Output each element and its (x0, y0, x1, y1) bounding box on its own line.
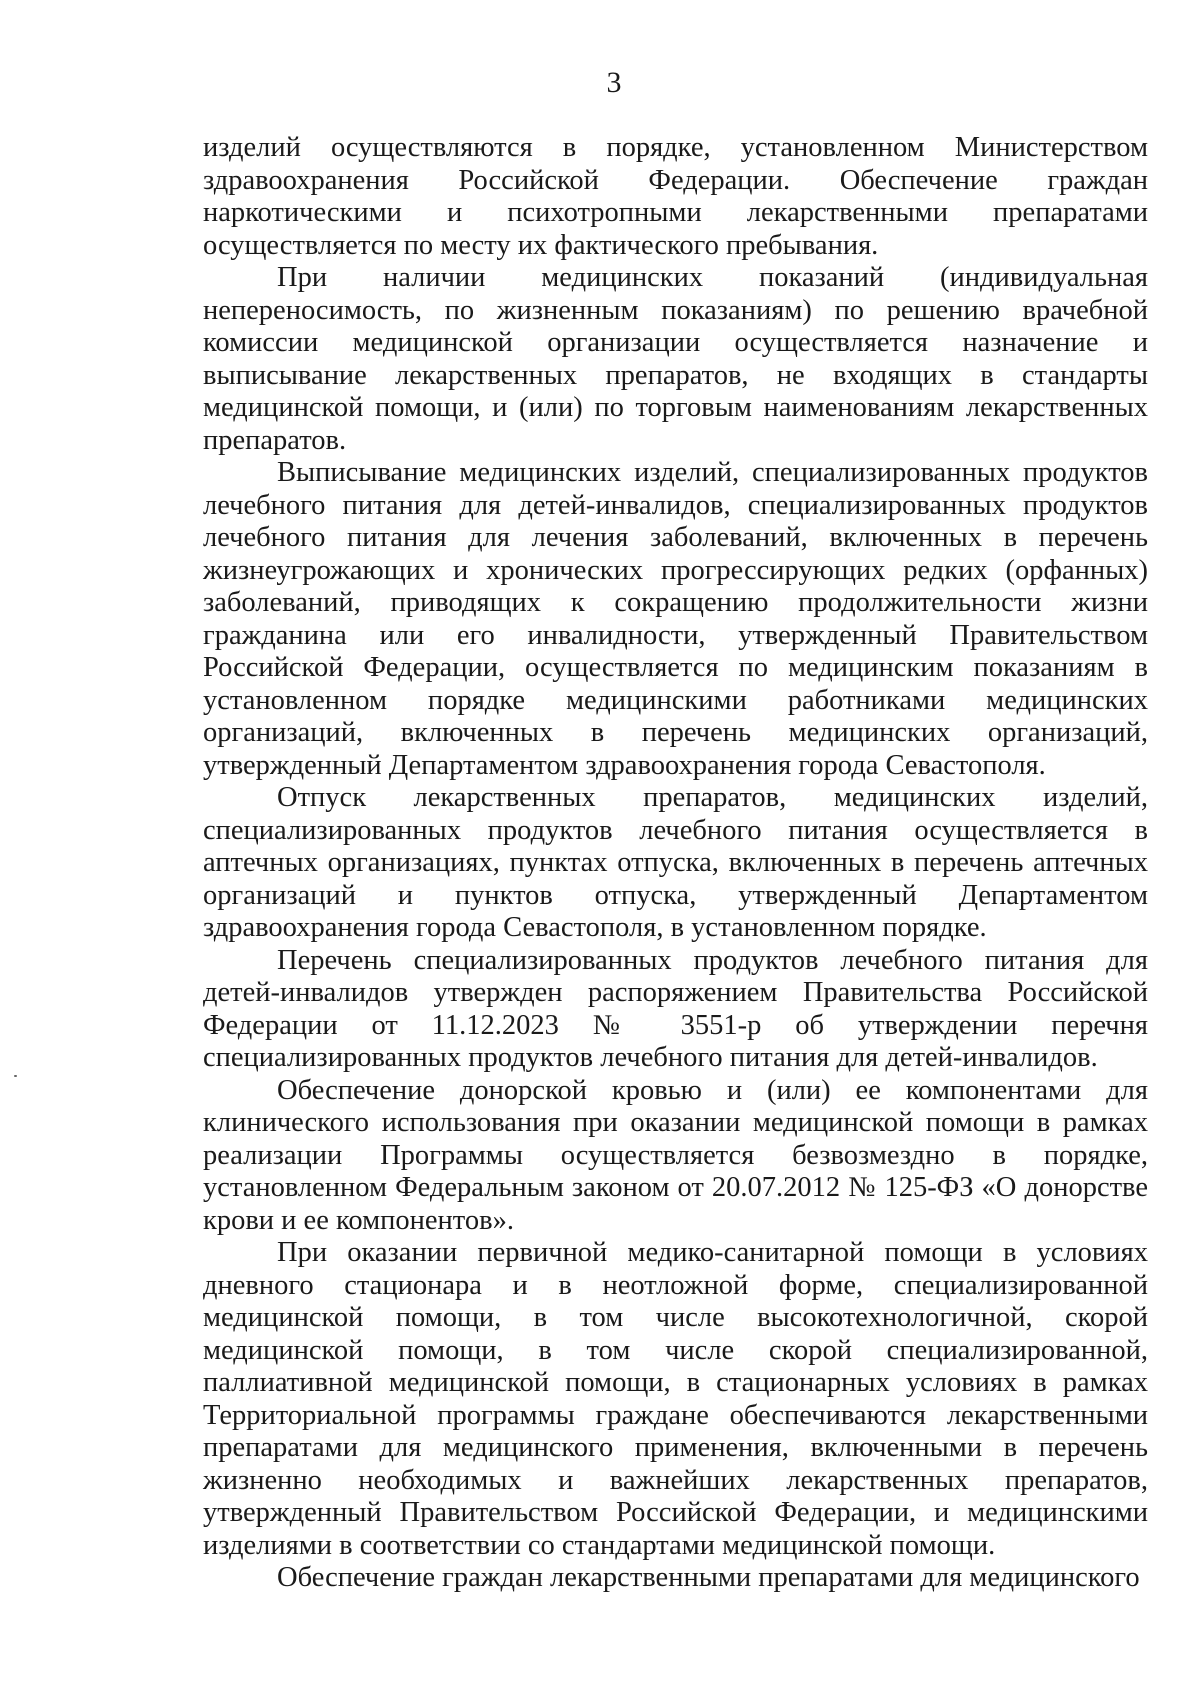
scan-speck (14, 1075, 17, 1077)
paragraph-dispensing: Отпуск лекарственных препаратов, медицинских изделий, специализированных продуктов лечебного питания осуществляется в аптечных организациях, пунктах отпуска, включенных в перечень аптечных организаций и пунктов отпуска, утвержденный Департаментом здравоохранения города Севастополя, в установленном порядке. (203, 782, 1148, 943)
paragraph-prescription-of-devices: Выписывание медицинских изделий, специализированных продуктов лечебного питания для детей-инвалидов, специализированных продуктов лечебного питания для лечения заболеваний, включенных в перечень жизнеугрожающих и хронических прогрессирующих редких (орфанных) заболеваний, приводящих к сокращению продолжительности жизни гражданина или его инвалидности, утвержденный Правительством Российской Федерации, осуществляется по медицинским показаниям в установленном порядке медицинскими работниками медицинских организаций, включенных в перечень медицинских организаций, утвержденный Департаментом здравоохранения города Севастополя. (203, 457, 1148, 781)
paragraph-nutrition-list: Перечень специализированных продуктов лечебного питания для детей-инвалидов утвержден распоряжением Правительства Российской Федерации от 11.12.2023 № 3551-р об утверждении перечня специализированных продуктов лечебного питания для детей-инвалидов. (203, 944, 1148, 1073)
paragraph-donor-blood: Обеспечение донорской кровью и (или) ее компонентами для клинического использования при оказании медицинской помощи в рамках реализации Программы осуществляется безвозмездно в порядке, установленном Федеральным законом от 20.07.2012 № 125-ФЗ «О донорстве крови и ее компонентов». (203, 1074, 1148, 1236)
document-body (203, 132, 1148, 1595)
paragraph-medical-indications: При наличии медицинских показаний (индивидуальная непереносимость, по жизненным показаниям) по решению врачебной комиссии медицинской организации осуществляется назначение и выписывание лекарственных препаратов, не входящих в стандарты медицинской помощи, и (или) по торговым наименованиям лекарственных препаратов. (203, 262, 1148, 456)
paragraph-continuation: изделий осуществляются в порядке, установленном Министерством здравоохранения Российской Федерации. Обеспечение граждан наркотическими и психотропными лекарственными препаратами осуществляется по месту их фактического пребывания. (203, 132, 1148, 261)
paragraph-inpatient-drug-supply: При оказании первичной медико-санитарной помощи в условиях дневного стационара и в неотложной форме, специализированной медицинской помощи, в том числе высокотехнологичной, скорой медицинской помощи, в том числе скорой специализированной, паллиативной медицинской помощи, в стационарных условиях в рамках Территориальной программы граждане обеспечиваются лекарственными препаратами для медицинского применения, включенными в перечень жизненно необходимых и важнейших лекарственных препаратов, утвержденный Правительством Российской Федерации, и медицинскими изделиями в соответствии со стандартами медицинской помощи. (203, 1237, 1148, 1561)
paragraph-drug-supply-continued: Обеспечение граждан лекарственными препаратами для медицинского (277, 1562, 1140, 1593)
page-number: 3 (606, 66, 622, 99)
